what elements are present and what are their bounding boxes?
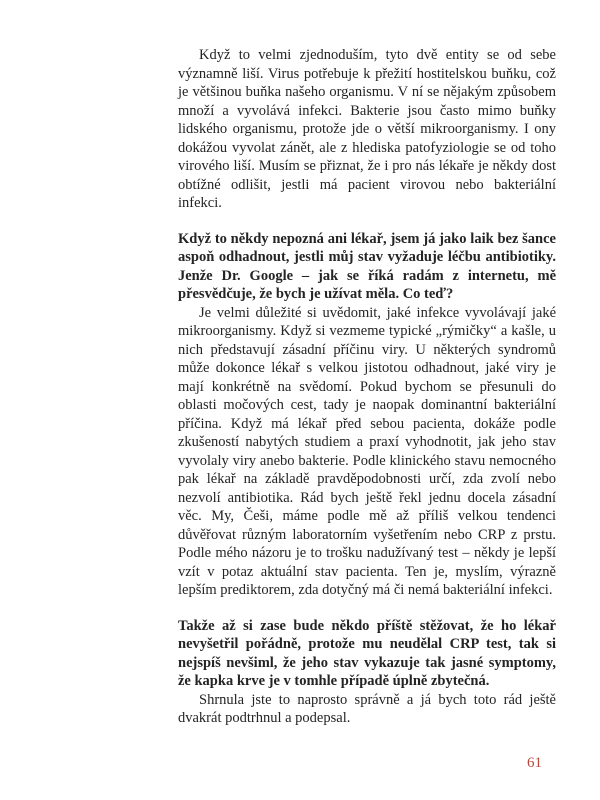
page-number: 61	[527, 755, 542, 771]
paragraph-question-1: Když to někdy nepozná ani lékař, jsem já jako laik bez šance aspoň odhadnout, jestli můj stav vyžaduje léčbu antibiotiky. Jenže Dr. Google – jak se říká radám z internetu, mě přesvědčuje, že bych je užívat měla. Co teď?	[178, 230, 556, 302]
paragraph-answer-3: Shrnula jste to naprosto správně a já bych toto rád ještě dvakrát podtrhnul a podepsal.	[178, 691, 556, 726]
text-block	[178, 46, 556, 728]
paragraph-question-2: Takže až si zase bude někdo příště stěžovat, že ho lékař nevyšetřil pořádně, protože mu neudělal CRP test, tak si nejspíš nevšiml, že jeho stav vykazuje tak jasné symptomy, že kapka krve je v tomhle případě úplně zbytečná.	[178, 617, 556, 689]
paragraph-answer-2: Je velmi důležité si uvědomit, jaké infekce vyvolávají jaké mikroorganismy. Když si vezmeme typické „rýmičky“ a kašle, u nich představují zásadní příčinu viry. U některých syndromů může dokonce lékař s velkou jistotou odhadnout, jaké viry je mají konkrétně na svědomí. Pokud bychom se přesunuli do oblasti močových cest, tady je naopak dominantní bakteriální příčina. Když má lékař před sebou pacienta, dokáže podle zkušeností nabytých studiem a praxí vyhodnotit, jak jeho stav vyvolaly viry anebo bakterie. Podle klinického stavu nemocného pak lékař na základě pravděpodobnosti určí, zda zvolí nebo nezvolí antibiotika. Rád bych ještě řekl jednu docela zásadní věc. My, Češi, máme podle mě až příliš velkou tendenci důvěřovat různým laboratorním vyšetřením nebo CRP z prstu. Podle mého názoru je to trošku nadužívaný test – někdy je lepší vzít v potaz aktuální stav pacienta. Ten je, myslím, výrazně lepším prediktorem, zda dotyčný má či nemá bakteriální infekci.	[178, 304, 556, 598]
paragraph-answer-1: Když to velmi zjednoduším, tyto dvě entity se od sebe významně liší. Virus potřebuje k přežití hostitelskou buňku, což je většinou buňka našeho organismu. V ní se nějakým způsobem množí a vyvolává infekci. Bakterie jsou často mimo buňky lidského organismu, protože jde o větší mikroorganismy. I ony dokážou vyvolat zánět, ale z hlediska patofyziologie se od toho virového liší. Musím se přiznat, že i pro nás lékaře je někdy dost obtížné odlišit, jestli má pacient virovou nebo bakteriální infekci.	[178, 47, 556, 211]
